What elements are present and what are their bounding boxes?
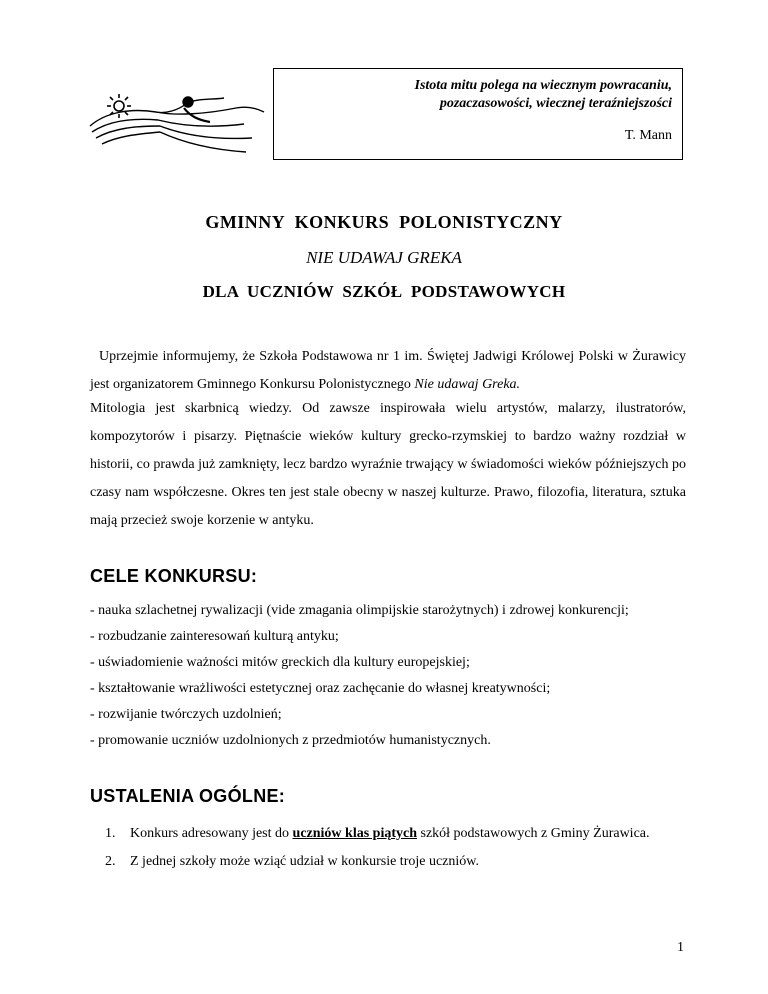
intro-text: Uprzejmie informujemy, że Szkoła Podstawowa nr 1 im. Świętej Jadwigi Królowej Polski w Żurawicy jest organizatorem Gminnego Konkursu Polonistycznego	[90, 349, 686, 392]
list-item: - nauka szlachetnej rywalizacji (vide zmagania olimpijskie starożytnych) i zdrowej konkurencji;	[90, 603, 629, 618]
rules-list	[105, 820, 686, 876]
rule-text-after: szkół podstawowych z Gminy Żurawica.	[417, 826, 650, 841]
rule-text-before: Konkurs adresowany jest do	[130, 826, 293, 841]
goals-heading: CELE KONKURSU:	[90, 566, 258, 586]
goals-list	[90, 598, 686, 754]
quote-line-1: Istota mitu polega na wiecznym powracaniu,	[414, 78, 672, 93]
rule-item	[105, 820, 686, 848]
list-item: - promowanie uczniów uzdolnionych z przedmiotów humanistycznych.	[90, 733, 491, 748]
winged-figure-logo	[86, 86, 266, 156]
title-line-1: GMINNY KONKURS POLONISTYCZNY	[205, 212, 563, 232]
page-number: 1	[677, 940, 684, 955]
rule-text	[130, 820, 686, 848]
rule-number: 2.	[105, 854, 116, 869]
mythology-paragraph: Mitologia jest skarbnicą wiedzy. Od zawsze inspirowała wielu artystów, malarzy, ilustratorów, kompozytorów i pisarzy. Piętnaście wieków kultury grecko-rzymskiej to bardzo ważny rozdział w historii, co prawda już zamknięty, lecz bardzo wyraźnie trwający w świadomości wieków późniejszych po czasy nam współczesne. Okres ten jest stale obecny w naszej kulturze. Prawo, filozofia, literatura, sztuka mają przecież swoje korzenie w antyku.	[90, 401, 686, 528]
rule-text: Z jednej szkoły może wziąć udział w konkursie troje uczniów.	[130, 854, 479, 869]
title-line-3: DLA UCZNIÓW SZKÓŁ PODSTAWOWYCH	[202, 282, 566, 301]
list-item: - uświadomienie ważności mitów greckich dla kultury europejskiej;	[90, 655, 470, 670]
quote-line-2: pozaczasowości, wiecznej teraźniejszości	[439, 96, 672, 111]
list-item: - rozwijanie twórczych uzdolnień;	[90, 707, 282, 722]
rules-heading: USTALENIA OGÓLNE:	[90, 786, 286, 806]
rule-item	[105, 848, 686, 876]
winged-figure	[90, 97, 264, 152]
rule-emphasis: uczniów klas piątych	[292, 826, 417, 841]
document-title	[0, 210, 768, 304]
quote-author: T. Mann	[624, 128, 672, 143]
list-item: - rozbudzanie zainteresowań kulturą antyku;	[90, 629, 339, 644]
title-contest-name: NIE UDAWAJ GREKA	[306, 248, 462, 267]
rule-number: 1.	[105, 826, 116, 841]
quote-box	[273, 68, 683, 160]
intro-contest-name: Nie udawaj Greka.	[414, 377, 521, 392]
list-item: - kształtowanie wrażliwości estetycznej oraz zachęcanie do własnej kreatywności;	[90, 681, 551, 696]
intro-paragraph	[90, 343, 686, 399]
